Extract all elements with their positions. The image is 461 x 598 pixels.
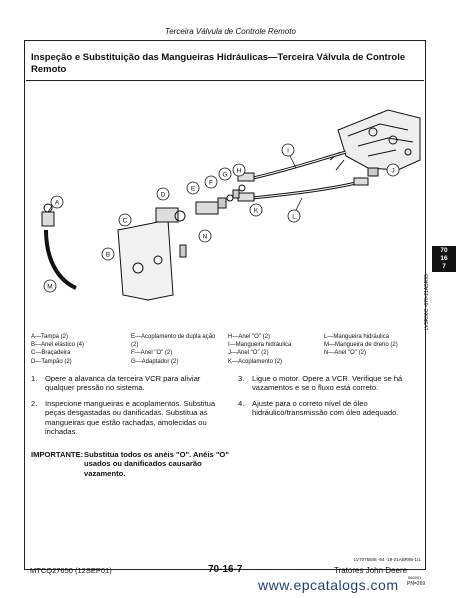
- footer-doc-id: MTCQ27650 (12SEP01): [30, 566, 112, 575]
- step-number: 1.: [31, 374, 38, 383]
- legend-item: I—Mangueira hidráulica: [228, 342, 292, 349]
- callout-n: N: [202, 233, 208, 241]
- step-item: [31, 399, 225, 437]
- legend-item: C—Braçadeira: [31, 350, 71, 357]
- legend-col-1: [31, 333, 126, 366]
- footer-date-code: 060201: [408, 575, 422, 580]
- footer-page-number: 70-16-7: [208, 564, 243, 575]
- important-label: IMPORTANTE:: [31, 450, 84, 459]
- title-divider: [26, 80, 424, 81]
- important-note: [31, 450, 241, 490]
- callout-j: J: [391, 167, 395, 175]
- bracket-c: [118, 217, 173, 300]
- hose-l: [253, 182, 360, 198]
- parts-illustration: [28, 90, 424, 330]
- callout-b: B: [105, 251, 111, 259]
- legend-item: A—Tampa (2): [31, 334, 69, 340]
- legend-col-2: [131, 333, 223, 366]
- legend-item: E—Acoplamento de dupla ação (2): [131, 334, 216, 349]
- legend-item: J—Anel "O" (2): [228, 350, 269, 357]
- callout-f: F: [209, 179, 213, 187]
- callout-m: M: [47, 283, 53, 291]
- legend-col-3: [228, 333, 320, 366]
- legend-item: B—Anel elástico (4): [31, 342, 85, 349]
- important-text: Substitua todos os anéis "O". Anéis "O" usados ou danificados causarão vazamento.: [84, 450, 229, 478]
- step-item: [238, 374, 418, 393]
- watermark: www.epcatalogs.com: [258, 577, 399, 593]
- callout-k: K: [253, 207, 259, 215]
- legend-item: H—Anel "O" (2): [228, 334, 270, 340]
- valve-body: [330, 110, 420, 170]
- side-reference-code: LV5R06C -070-21ABR95: [424, 274, 430, 330]
- footer-pn: PN=269: [407, 581, 426, 587]
- tab-line-3: 7: [442, 263, 446, 271]
- callout-h: H: [236, 167, 242, 175]
- steps-right: [238, 374, 418, 424]
- drain-hose-m: [46, 230, 76, 288]
- step-item: [31, 374, 225, 393]
- callout-a: A: [54, 199, 60, 207]
- step-text: Opere a alavanca da terceira VCR para aliviar qualquer pressão no sistema.: [45, 374, 201, 393]
- step-text: Ligue o motor. Opere a VCR. Verifique se há vazamentos e se o fluxo está correto.: [252, 374, 403, 393]
- footer-product-name: Tratores John Deere: [334, 566, 408, 575]
- legend-item: L—Mangueira hidráulica: [324, 334, 390, 340]
- tab-line-2: 16: [440, 255, 448, 263]
- running-header: Terceira Válvula de Controle Remoto: [165, 27, 296, 36]
- step-text: Ajuste para o correto nível de óleo hidráulico/transmissão com óleo adequado.: [252, 398, 399, 418]
- step-item: [238, 399, 418, 418]
- section-title: Inspeção e Substituição das Mangueiras Hidráulicas—Terceira Válvula de Controle Remoto: [31, 52, 406, 75]
- callout-e: E: [190, 185, 196, 193]
- callout-c: C: [122, 217, 128, 225]
- legend-item: N—Anel "O" (2): [324, 350, 366, 357]
- tab-line-1: 70: [440, 247, 448, 254]
- callout-g: G: [222, 171, 228, 179]
- legend-item: G—Adaptador (2): [131, 358, 179, 365]
- legend-item: D—Tampão (2): [31, 358, 72, 365]
- figure-reference-code: LV7075848 -64 -19-21ABR95-1/1: [354, 557, 421, 562]
- legend-item: M—Mangueira de dreno (2): [324, 342, 398, 349]
- steps-left: [31, 374, 225, 442]
- step-number: 4.: [238, 398, 245, 408]
- callout-l: L: [292, 213, 296, 221]
- step-number: 3.: [238, 374, 245, 383]
- step-number: 2.: [31, 398, 38, 408]
- step-text: Inspecione mangueiras e acoplamentos. Substitua peças desgastadas ou danificadas. Substitua as mangueiras que estão rachadas, amolecidas ou inchadas.: [45, 398, 216, 437]
- section-tab: [432, 246, 456, 272]
- legend-item: F—Anel "O" (2): [131, 350, 173, 357]
- callout-d: D: [160, 191, 166, 199]
- legend-col-4: [324, 333, 420, 358]
- legend-item: K—Acoplamento (2): [228, 358, 283, 365]
- callout-i: I: [287, 147, 289, 155]
